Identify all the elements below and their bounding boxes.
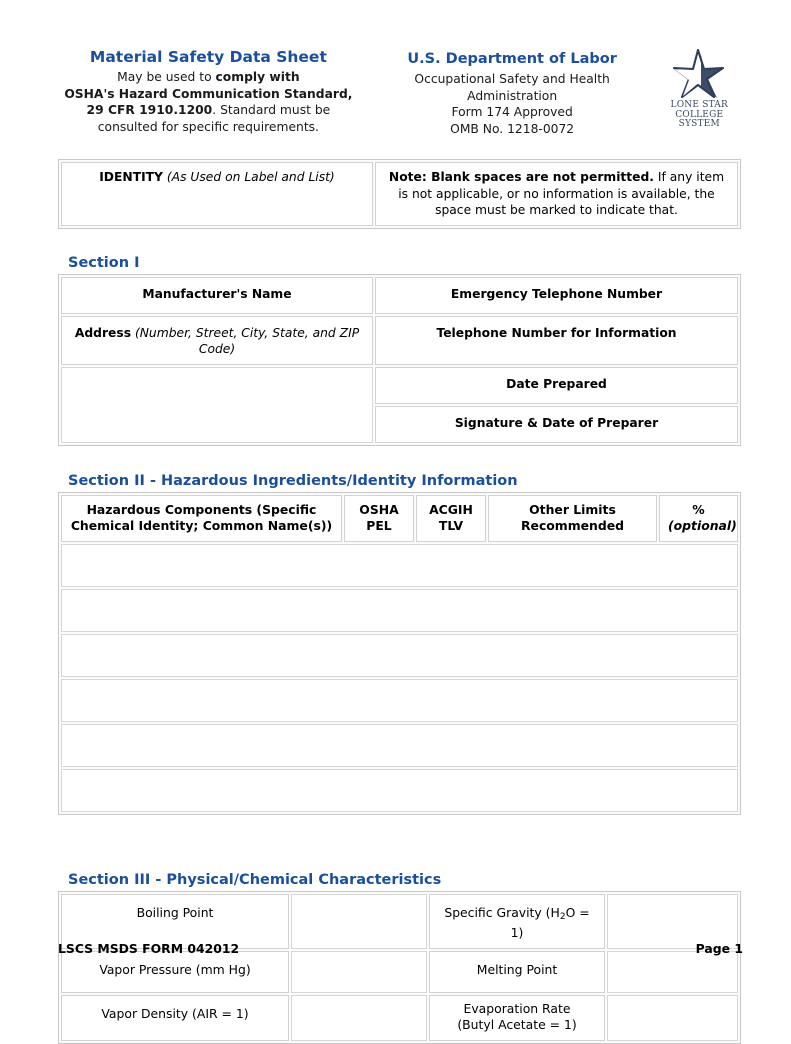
table-row <box>61 679 738 722</box>
address-cell[interactable] <box>61 316 373 365</box>
document-header <box>0 0 791 137</box>
table-row <box>61 995 738 1041</box>
address-sublabel: (Number, Street, City, State, and ZIP Code) <box>131 325 360 356</box>
hazardous-entry-row-1[interactable] <box>61 544 738 587</box>
other-limits-line-1: Other Limits <box>529 501 616 517</box>
agency-line-2: Form 174 Approved <box>451 105 573 119</box>
vapor-pressure-label: Vapor Pressure (mm Hg) <box>61 951 289 993</box>
table-row <box>61 316 738 365</box>
specific-gravity-subscript: 2 <box>559 911 566 922</box>
form-id-label: LSCS MSDS FORM 042012 <box>58 941 240 956</box>
page-number-label: Page 1 <box>695 941 743 956</box>
melting-point-label: Melting Point <box>429 951 605 993</box>
percent-symbol: % <box>692 501 705 517</box>
hazardous-entry-row-3[interactable] <box>61 634 738 677</box>
table-row <box>61 162 738 226</box>
information-telephone-cell[interactable]: Telephone Number for Information <box>375 316 738 365</box>
comply-prefix: May be used to <box>117 70 216 84</box>
col-osha-pel: OSHA PEL <box>344 495 414 542</box>
col-hazardous-components: Hazardous Components (Specific Chemical Identity; Common Name(s)) <box>61 495 342 542</box>
evaporation-rate-line-2: (Butyl Acetate = 1) <box>457 1017 577 1032</box>
manufacturer-name-cell[interactable]: Manufacturer's Name <box>61 277 373 314</box>
table-row <box>61 769 738 812</box>
vapor-pressure-value[interactable] <box>291 951 427 993</box>
table-row <box>61 544 738 587</box>
logo-block <box>656 44 743 130</box>
table-row <box>61 724 738 767</box>
agency-title: U.S. Department of Labor <box>407 51 617 67</box>
table-row <box>61 367 738 404</box>
identity-label-cell[interactable] <box>61 162 373 226</box>
table-header-row <box>61 495 738 542</box>
col-percent-optional <box>659 495 738 542</box>
boiling-point-label: Boiling Point <box>61 894 289 949</box>
note-bold-text: Note: Blank spaces are not permitted. <box>388 170 654 184</box>
cfr-reference-bold: 29 CFR 1910.1200 <box>86 103 213 117</box>
evaporation-rate-line-1: Evaporation Rate <box>463 1000 571 1016</box>
header-left-line-2 <box>48 86 369 103</box>
col-acgih-tlv <box>416 495 486 542</box>
agency-line-3: OMB No. 1218-0072 <box>450 121 575 136</box>
logo-wordmark <box>671 101 728 130</box>
evaporation-rate-label <box>429 995 605 1041</box>
identity-sublabel: (As Used on Label and List) <box>162 170 335 184</box>
section-2-heading: Section II - Hazardous Ingredients/Identity Information <box>68 472 518 489</box>
acgih-line-1: ACGIH <box>429 501 473 517</box>
section-1-table <box>58 274 741 446</box>
osha-standard-bold: OSHA's Hazard Communication Standard, <box>64 86 353 101</box>
specific-gravity-post: O = 1) <box>510 904 590 940</box>
table-row <box>61 634 738 677</box>
identity-note-cell <box>375 162 738 226</box>
agency-line-1: Occupational Safety and Health Administration <box>414 72 610 103</box>
table-row <box>61 589 738 632</box>
section-2-table <box>58 492 741 815</box>
col-other-limits <box>488 495 657 542</box>
section-1-heading: Section I <box>68 254 140 271</box>
header-middle-block <box>369 44 656 137</box>
logo-word-3: SYSTEM <box>678 119 720 130</box>
hazardous-entry-row-2[interactable] <box>61 589 738 632</box>
acgih-line-2: TLV <box>438 518 464 533</box>
document-footer <box>58 941 743 956</box>
table-row <box>61 277 738 314</box>
identity-table <box>58 159 741 229</box>
section-3-table <box>58 891 741 1044</box>
vapor-density-label: Vapor Density (AIR = 1) <box>61 995 289 1041</box>
note-rest-text: If any item is not applicable, or no information is available, the space must be marked to indicate that. <box>398 170 725 217</box>
star-icon <box>668 46 730 104</box>
vapor-density-value[interactable] <box>291 995 427 1041</box>
percent-optional-label: (optional) <box>668 518 737 533</box>
document-title: Material Safety Data Sheet <box>89 48 327 66</box>
signature-date-cell[interactable]: Signature & Date of Preparer <box>375 406 738 443</box>
table-row <box>61 951 738 993</box>
hazardous-entry-row-6[interactable] <box>61 769 738 812</box>
section-3-heading: Section III - Physical/Chemical Characteristics <box>68 871 442 888</box>
specific-gravity-pre: Specific Gravity (H <box>444 904 560 920</box>
date-prepared-cell[interactable]: Date Prepared <box>375 367 738 404</box>
header-left-line-1 <box>48 69 369 86</box>
address-entry-cell[interactable] <box>61 367 373 443</box>
header-left-line-3 <box>48 102 369 119</box>
identity-label: IDENTITY <box>99 170 163 184</box>
hazardous-entry-row-5[interactable] <box>61 724 738 767</box>
header-left-line-4: consulted for specific requirements. <box>97 119 319 134</box>
comply-with-bold: comply with <box>215 70 300 84</box>
logo-word-2: COLLEGE <box>675 109 724 120</box>
logo-word-1: LONE STAR <box>670 100 728 110</box>
cfr-suffix: . Standard must be <box>212 103 331 117</box>
header-left-block <box>48 44 369 135</box>
emergency-telephone-cell[interactable]: Emergency Telephone Number <box>375 277 738 314</box>
melting-point-value[interactable] <box>607 951 738 993</box>
hazardous-entry-row-4[interactable] <box>61 679 738 722</box>
evaporation-rate-value[interactable] <box>607 995 738 1041</box>
other-limits-line-2: Recommended <box>521 518 624 533</box>
address-label: Address <box>74 325 132 340</box>
